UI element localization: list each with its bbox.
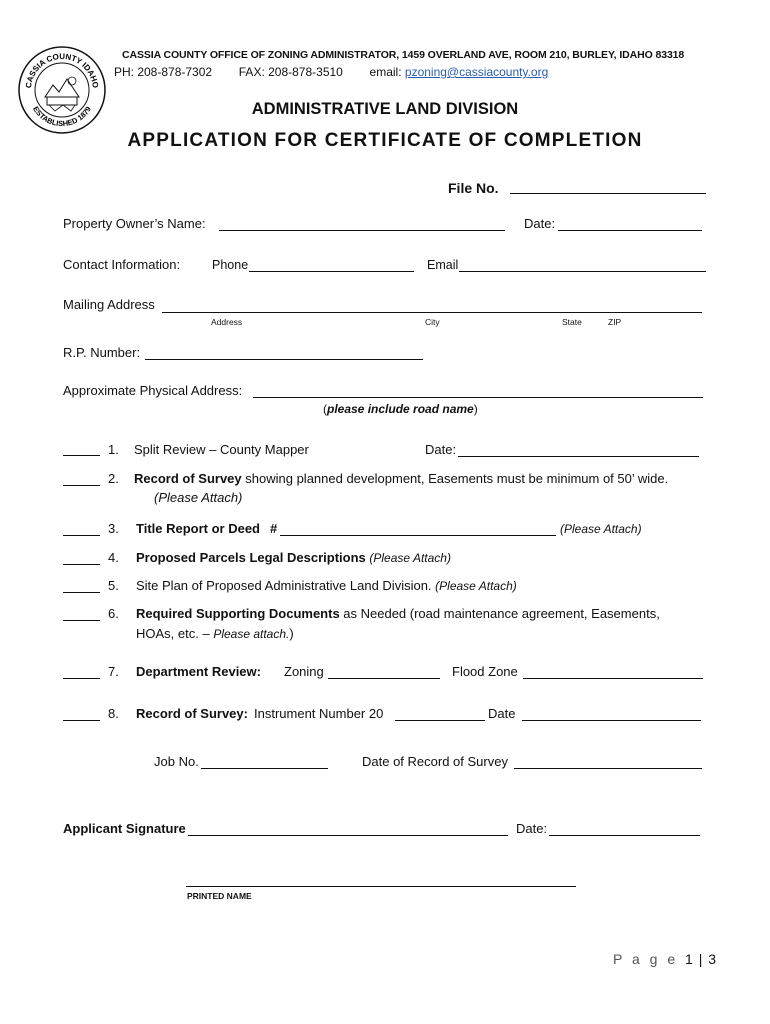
sub-city: City bbox=[425, 317, 440, 327]
item6-line2 bbox=[136, 626, 294, 641]
page-value: 1 | 3 bbox=[685, 951, 718, 967]
item2-rest: showing planned development, Easements must be minimum of 50’ wide. bbox=[241, 471, 669, 486]
item5-note: (Please Attach) bbox=[435, 579, 517, 593]
seal-bottom-text: ESTABLISHED 1879 bbox=[31, 104, 93, 129]
signature-field[interactable] bbox=[188, 835, 508, 836]
note-text: please include road name bbox=[327, 402, 474, 416]
item2-num: 2. bbox=[108, 471, 119, 486]
rp-label: R.P. Number: bbox=[63, 345, 141, 360]
job-no-field[interactable] bbox=[201, 768, 328, 769]
item4-num: 4. bbox=[108, 550, 119, 565]
item6-text2: HOAs, etc. – bbox=[136, 626, 214, 641]
email-field[interactable] bbox=[459, 271, 706, 272]
sub-address: Address bbox=[211, 317, 243, 327]
item5-main: Site Plan of Proposed Administrative Land Division. bbox=[136, 578, 432, 593]
physical-note bbox=[323, 402, 478, 416]
item4-note: (Please Attach) bbox=[369, 551, 451, 565]
mailing-label: Mailing Address bbox=[63, 297, 155, 312]
note-open: ( bbox=[323, 402, 327, 416]
physical-label: Approximate Physical Address: bbox=[63, 383, 243, 398]
phone-field[interactable] bbox=[249, 271, 414, 272]
signature-date-field[interactable] bbox=[549, 835, 700, 836]
division-heading: ADMINISTRATIVE LAND DIVISION bbox=[251, 100, 519, 118]
item2-check[interactable] bbox=[63, 485, 100, 486]
item1-date-field[interactable] bbox=[458, 456, 699, 457]
item1-date-label: Date: bbox=[425, 442, 457, 457]
item6-rest: as Needed (road maintenance agreement, Easements, bbox=[339, 606, 660, 621]
form-title: APPLICATION FOR CERTIFICATE OF COMPLETION bbox=[127, 130, 643, 151]
item5-check[interactable] bbox=[63, 592, 100, 593]
phone-label: Phone bbox=[212, 258, 249, 272]
contact-line bbox=[114, 65, 548, 79]
item7-num: 7. bbox=[108, 664, 119, 679]
printed-name-label: PRINTED NAME bbox=[187, 891, 252, 901]
item1-num: 1. bbox=[108, 442, 119, 457]
date-rs-label: Date of Record of Survey bbox=[362, 754, 508, 769]
item2-text bbox=[134, 471, 668, 486]
rp-field[interactable] bbox=[145, 359, 423, 360]
note-close: ) bbox=[473, 402, 478, 416]
item2-note: (Please Attach) bbox=[154, 490, 243, 505]
item3-num: 3. bbox=[108, 521, 119, 536]
office-phone: PH: 208-878-7302 bbox=[114, 65, 213, 79]
physical-field[interactable] bbox=[253, 397, 703, 398]
contact-label: Contact Information: bbox=[63, 257, 181, 272]
date-label: Date: bbox=[524, 216, 556, 231]
file-no-field[interactable] bbox=[510, 193, 706, 194]
printed-name-field[interactable] bbox=[186, 886, 576, 887]
item1-check[interactable] bbox=[63, 455, 100, 456]
signature-date-label: Date: bbox=[516, 821, 548, 836]
item4-text bbox=[136, 550, 451, 565]
item4-check[interactable] bbox=[63, 564, 100, 565]
item5-num: 5. bbox=[108, 578, 119, 593]
item6-close: ) bbox=[289, 626, 294, 641]
email-field-label: Email bbox=[427, 258, 459, 272]
office-address: CASSIA COUNTY OFFICE OF ZONING ADMINISTRATOR, 1459 OVERLAND AVE, ROOM 210, BURLEY, IDAHO 83318 bbox=[122, 49, 685, 61]
item6-note: Please attach. bbox=[213, 627, 290, 641]
county-seal bbox=[17, 45, 107, 135]
mailing-field[interactable] bbox=[162, 312, 702, 313]
item6-bold: Required Supporting Documents bbox=[136, 606, 340, 621]
job-no-label: Job No. bbox=[154, 754, 199, 769]
item3-check[interactable] bbox=[63, 535, 100, 536]
item7-bold: Department Review: bbox=[136, 664, 261, 679]
item6-num: 6. bbox=[108, 606, 119, 621]
item6-check[interactable] bbox=[63, 620, 100, 621]
sub-state: State bbox=[562, 317, 582, 327]
item3-hash: # bbox=[270, 521, 278, 536]
item5-text bbox=[136, 578, 517, 593]
item7-flood-label: Flood Zone bbox=[452, 664, 518, 679]
page-word: P a g e bbox=[613, 951, 679, 967]
owner-label: Property Owner’s Name: bbox=[63, 216, 206, 231]
item2-bold: Record of Survey bbox=[134, 471, 242, 486]
instrument-field[interactable] bbox=[395, 720, 485, 721]
item8-num: 8. bbox=[108, 706, 119, 721]
item8-check[interactable] bbox=[63, 720, 100, 721]
office-fax: FAX: 208-878-3510 bbox=[238, 65, 343, 79]
date-field[interactable] bbox=[558, 230, 702, 231]
item4-bold: Proposed Parcels Legal Descriptions bbox=[136, 550, 366, 565]
item6-text bbox=[136, 606, 660, 621]
email-label: email: bbox=[369, 65, 402, 79]
item8-bold: Record of Survey: bbox=[136, 706, 248, 721]
item1-text: Split Review – County Mapper bbox=[134, 442, 309, 457]
zoning-field[interactable] bbox=[328, 678, 440, 679]
owner-field[interactable] bbox=[219, 230, 505, 231]
file-no-label: File No. bbox=[448, 180, 499, 196]
sub-zip: ZIP bbox=[608, 317, 622, 327]
item7-zoning-label: Zoning bbox=[284, 664, 324, 679]
item7-check[interactable] bbox=[63, 678, 100, 679]
item3-note: (Please Attach) bbox=[560, 522, 642, 536]
signature-label: Applicant Signature bbox=[63, 821, 186, 836]
page-number bbox=[613, 951, 717, 967]
email-link[interactable]: pzoning@cassiacounty.org bbox=[404, 65, 549, 79]
item8-date-field[interactable] bbox=[522, 720, 701, 721]
date-rs-field[interactable] bbox=[514, 768, 702, 769]
item3-bold: Title Report or Deed bbox=[136, 521, 261, 536]
flood-zone-field[interactable] bbox=[523, 678, 703, 679]
item8-date-label: Date bbox=[488, 706, 516, 721]
seal-top-text: CASSIA COUNTY IDAHO bbox=[23, 51, 101, 89]
item3-field[interactable] bbox=[280, 535, 556, 536]
item8-instrument-label: Instrument Number 20 bbox=[254, 706, 384, 721]
